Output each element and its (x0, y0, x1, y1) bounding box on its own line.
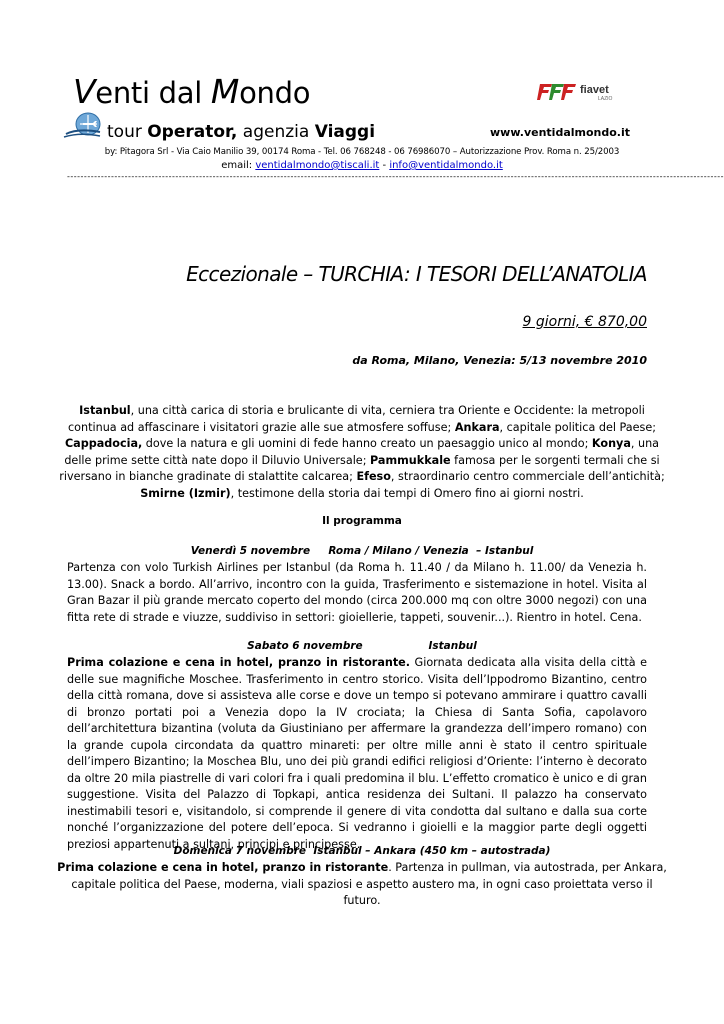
email-link-info[interactable]: info@ventidalmondo.it (389, 160, 503, 171)
day-text-3 (55, 860, 669, 910)
intro-paragraph (55, 403, 669, 502)
intro-text-5: famosa per le sorgenti termali che si riversano in bianche gradinate di stalattite calcarea; (59, 453, 660, 483)
company-info: by: Pitagora Srl - Via Caio Manilio 39, 00174 Roma - Tel. 06 768248 - 06 76986070 – Autorizzazione Prov. Roma n. 25/2003 (104, 147, 620, 157)
brand-title-part2: ondo (239, 76, 311, 110)
day-body-2: Giornata dedicata alla visita della città e delle sue magnifiche Moschee. Trasferimento in centro storico. Visita dell’Ippodromo Bizantino, centro della città romana, dove si assisteva alle corse e dove un tempo si potevano ammirare i quattro cavalli di bronzo portati poi a Venezia dopo la IV crociata; la Chiesa di Santa Sofia, capolavoro dell’architettura bizantina (voluta da Giustiniano per affermare la grandezza dell’impero romano) con la grande cupola circondata da quattro minareti: per oltre mille anni è stato il centro spirituale dell’impero Bizantino; la Moschea Blu, uno dei più grandi edifici religiosi d’Oriente: l’interno è decorato da oltre 20 mila piastrelle di vari colori fra i quali predomina il blu. L’effetto cromatico è unico e di gran suggestione. Visita del Palazzo di Topkapi, antica residenza dei Sultani. Il palazzo ha conservato inestimabili tesori e, visitandolo, si comprende il genere di vita condotta dal sultano e dalla sua corte nonché l’organizzazione del potere dell’epoca. Si vedranno i gioielli e la maggior parte degli oggetti preziosi appartenuti a sultani, principi e principesse. (67, 656, 648, 851)
day-bold-3: Prima colazione e cena in hotel, pranzo in ristorante (57, 861, 389, 874)
intro-istanbul: Istanbul (79, 404, 131, 417)
dashed-separator: -------------------------------------------------------------------------------------------------------------------------------------------------------------------------------------------------- (67, 172, 724, 181)
brand-title (73, 74, 310, 111)
tagline-operator: Operator, (147, 122, 238, 142)
brand-title-part1: enti dal (95, 76, 211, 110)
website-url: www.ventidalmondo.it (490, 126, 631, 139)
trip-price: 9 giorni, € 870,00 (522, 314, 647, 330)
intro-text-2: , capitale politica del Paese; (499, 420, 656, 434)
tagline-viaggi: Viaggi (314, 122, 376, 142)
email-prefix: email: (221, 160, 256, 171)
intro-smirne: Smirne (Izmir) (140, 486, 231, 500)
email-separator: - (379, 160, 390, 171)
fiavet-logo (538, 80, 626, 102)
brand-title-m: M (210, 72, 240, 111)
day-body-3: . Partenza in pullman, via autostrada, per Ankara, capitale politica del Paese, moderna, viali spaziosi e aspetto austero ma, in ogni caso proiettata verso il futuro. (71, 861, 667, 907)
fiavet-f-marks-icon (537, 84, 576, 100)
day-body-1: Partenza con volo Turkish Airlines per Istanbul (da Roma h. 11.40 / da Milano h. 11.00/ da Venezia h. 13.00). Snack a bordo. All’arrivo, incontro con la guida, Trasferimento e sistemazione in hotel. Visita al Gran Bazar il più grande mercato coperto del mondo (circa 200.000 mq con oltre 3000 negozi) con una fitta rete di strade e viuzze, suddiviso in settori: gioiellerie, tappeti, souvenir...). Rientro in hotel. Cena. (67, 561, 647, 624)
trip-title: Eccezionale – TURCHIA: I TESORI DELL’ANATOLIA (186, 262, 647, 286)
intro-cappadocia: Cappadocia, (64, 437, 143, 450)
day-text-2 (67, 655, 647, 853)
brand-title-v: V (73, 72, 96, 111)
tagline (107, 120, 375, 144)
intro-text-6: , straordinario centro commerciale dell’antichità; (390, 470, 665, 483)
day-header-3: Domenica 7 novembre Istanbul – Ankara (450 km – autostrada) (173, 845, 551, 857)
email-link-tiscali[interactable]: ventidalmondo@tiscali.it (255, 160, 380, 171)
airplane-globe-icon (64, 110, 102, 142)
fiavet-sub: LAZIO (598, 96, 613, 102)
intro-efeso: Efeso (356, 470, 391, 483)
day-text-1 (67, 560, 647, 626)
email-line (0, 160, 724, 171)
day-header-2: Sabato 6 novembre Istanbul (247, 640, 477, 652)
day-header-1: Venerdì 5 novembre Roma / Milano / Venezia – Istanbul (190, 545, 534, 557)
tagline-agenzia: agenzia (237, 122, 315, 142)
fiavet-text: fiavet (580, 84, 609, 96)
program-heading: Il programma (322, 515, 402, 527)
intro-konya: Konya (591, 437, 631, 450)
intro-ankara: Ankara (454, 420, 500, 434)
day-bold-2: Prima colazione e cena in hotel, pranzo in ristorante. (67, 656, 411, 669)
intro-text-3: dove la natura e gli uomini di fede hanno creato un paesaggio unico al mondo; (142, 437, 592, 450)
trip-dates: da Roma, Milano, Venezia: 5/13 novembre 2010 (352, 354, 647, 367)
tagline-tour: tour (107, 122, 148, 142)
intro-text-4: , una delle prime sette città nate dopo il Diluvio Universale; (64, 437, 660, 467)
intro-pamukkale: Pammukkale (370, 453, 451, 467)
intro-text-7: , testimone della storia dai tempi di Omero fino ai giorni nostri. (230, 486, 584, 500)
intro-text-1: , una città carica di storia e brulicante di vita, cerniera tra Oriente e Occidente: la metropoli continua ad affascinare i visitatori grazie alle sue atmosfere soffuse; (68, 404, 645, 434)
